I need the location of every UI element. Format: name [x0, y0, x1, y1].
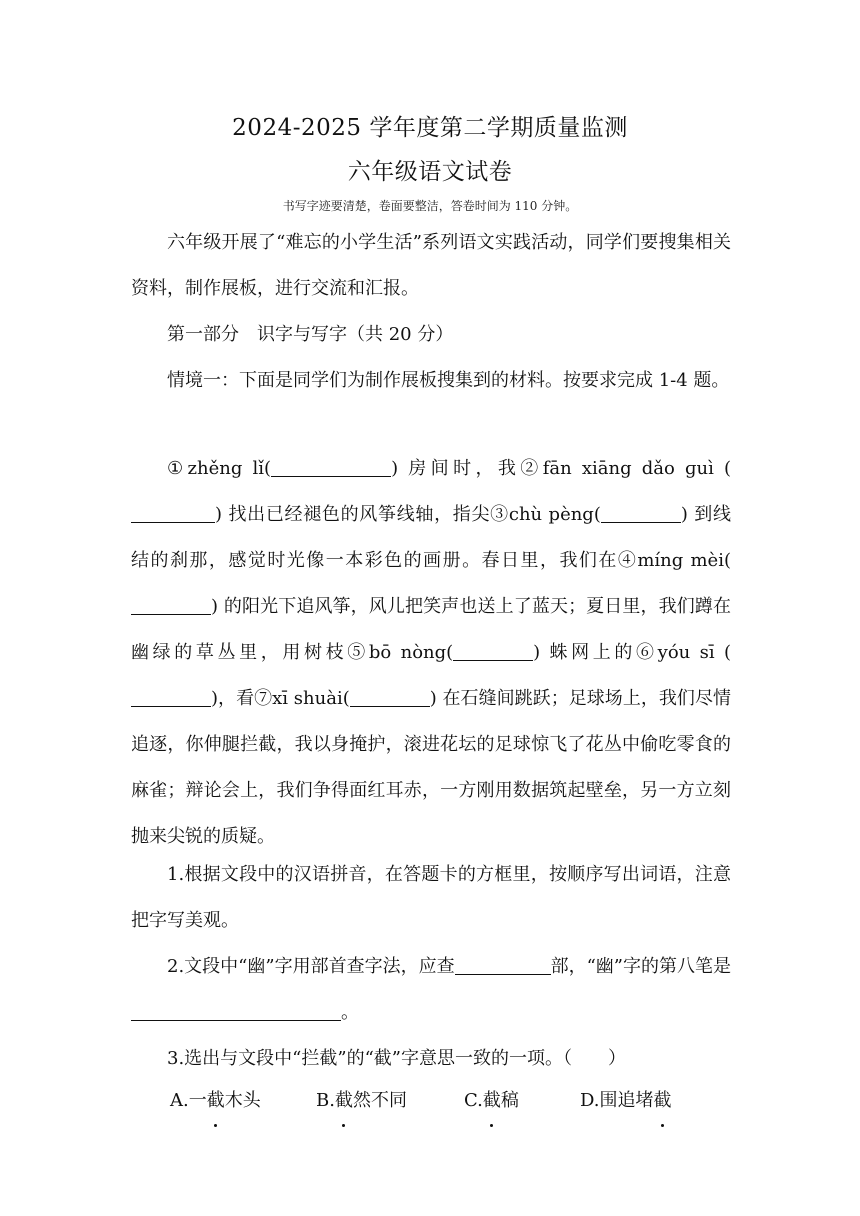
exam-title: 2024-2025 学年度第二学期质量监测: [232, 115, 628, 141]
option-b[interactable]: B.截然不同: [316, 1078, 464, 1124]
answer-blank[interactable]: [131, 688, 211, 707]
answer-blank[interactable]: [601, 504, 681, 523]
answer-blank[interactable]: [455, 956, 551, 975]
emphasized-character: 截: [654, 1078, 672, 1124]
pinyin-passage: [131, 446, 731, 860]
part-heading: 第一部分 识字与写字（共 20 分）: [167, 324, 454, 345]
question-3-options: [170, 1078, 730, 1124]
scenario-paragraph: 情境一：下面是同学们为制作展板搜集到的材料。按要求完成 1-4 题。: [167, 370, 730, 391]
option-a[interactable]: A.一截木头: [170, 1078, 316, 1124]
passage-text: ①zhěng lǐ(: [167, 458, 272, 479]
option-d[interactable]: D.围追堵截: [580, 1078, 730, 1124]
passage-text: ) 的阳光下追风筝，风儿把笑声也送上了蓝天；夏日里，我们蹲在幽绿的草丛里，用树枝⑤bō nòng(: [131, 596, 731, 663]
passage-text: ) 找出已经褪色的风筝线轴，指尖③chù pèng(: [215, 504, 601, 525]
answer-blank[interactable]: [131, 1002, 341, 1021]
question-2-text: 。: [341, 1002, 359, 1023]
emphasized-character: 截: [483, 1078, 501, 1124]
passage-text: ) 到线结的刹那，感觉时光像一本彩色的画册。春日里，我们在④míng mèi(: [131, 504, 731, 571]
passage-text: ) 房间时，我②fān xiāng dǎo ɡuì (: [391, 458, 731, 479]
option-c[interactable]: C.截稿: [464, 1078, 580, 1124]
answer-blank[interactable]: [131, 504, 215, 523]
answer-blank[interactable]: [131, 596, 211, 615]
question-3: 3.选出与文段中“拦截”的“截”字意思一致的一项。（ ）: [167, 1048, 626, 1069]
emphasized-character: 截: [207, 1078, 225, 1124]
question-2: [131, 944, 731, 1036]
answer-blank[interactable]: [350, 688, 430, 707]
question-2-text: 部，“幽”字的第八笔是: [550, 956, 732, 977]
passage-text: ) 在石缝间跳跃；足球场上，我们尽情追逐，你伸腿拦截，我以身掩护，滚进花坛的足球惊飞了花丛中偷吃零食的麻雀；辩论会上，我们争得面红耳赤，一方刚用数据筑起壁垒，另一方立刻抛来尖锐的质疑。: [131, 688, 731, 847]
answer-blank[interactable]: [271, 458, 391, 477]
question-2-text: 2.文段中“幽”字用部首查字法，应查: [167, 956, 455, 977]
answer-blank[interactable]: [453, 642, 533, 661]
exam-instructions: 书写字迹要清楚，卷面要整洁，答卷时间为 110 分钟。: [282, 199, 578, 213]
emphasized-character: 截: [335, 1078, 353, 1124]
exam-subtitle: 六年级语文试卷: [347, 159, 513, 185]
question-1: 1.根据文段中的汉语拼音，在答题卡的方框里，按顺序写出词语，注意把字写美观。: [131, 864, 731, 931]
passage-text: ) 蛛网上的⑥yóu sī (: [533, 642, 731, 663]
passage-text: )，看⑦xī shuài(: [211, 688, 350, 709]
intro-paragraph: 六年级开展了“难忘的小学生活”系列语文实践活动，同学们要搜集相关资料，制作展板，进行交流和汇报。: [131, 232, 731, 299]
